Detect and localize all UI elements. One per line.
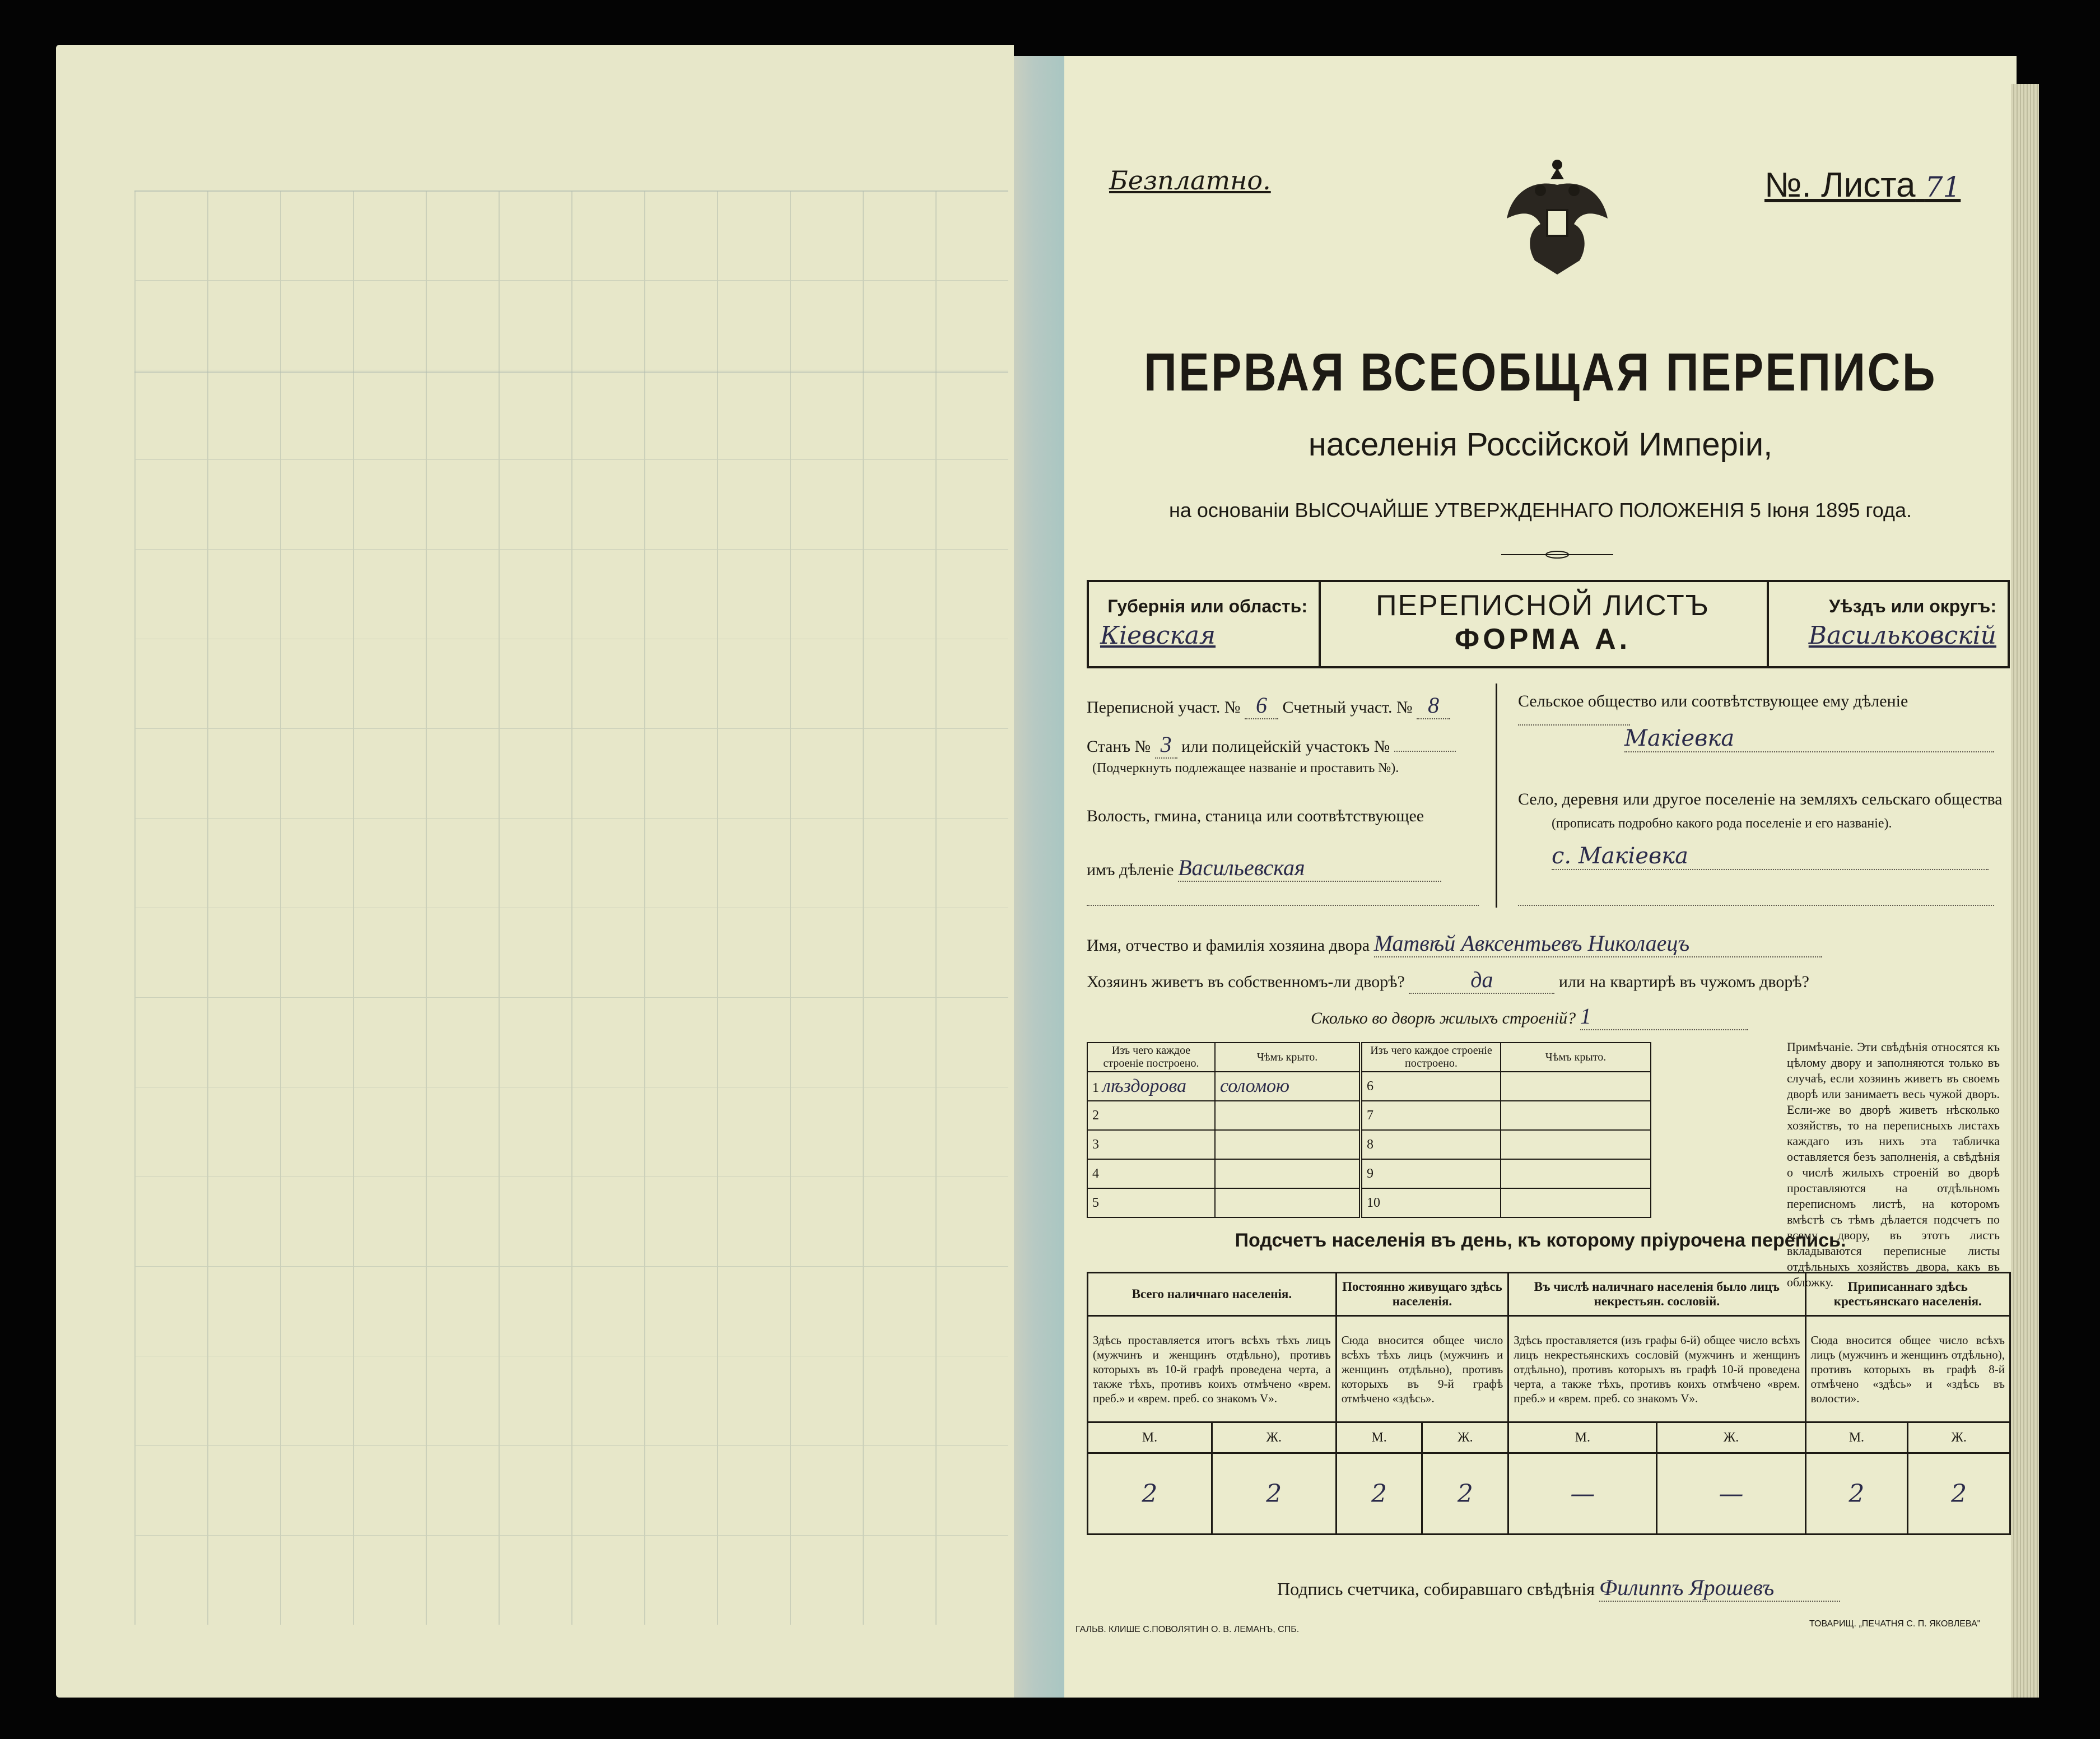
form-title-box bbox=[1319, 582, 1769, 666]
uezd-box bbox=[1767, 582, 2008, 666]
count-registered-m: 2 bbox=[1805, 1453, 1908, 1535]
village-label: Село, деревня или другое поселеніе на земляхъ сельскаго общества bbox=[1518, 790, 2003, 808]
fields-divider bbox=[1496, 683, 1497, 908]
signature-value: Филиппъ Ярошевъ bbox=[1599, 1574, 1840, 1602]
count-registered-f: 2 bbox=[1908, 1453, 2010, 1535]
left-page bbox=[56, 45, 1014, 1698]
build-row-n: 9 bbox=[1361, 1159, 1501, 1188]
society-label: Сельское общество или соотвѣтствующее ему дѣленіе bbox=[1518, 692, 1908, 710]
build-col-material: Изъ чего каждое строеніе построено. bbox=[1087, 1043, 1215, 1072]
region-boxes bbox=[1087, 580, 2010, 668]
build-row-n: 4 bbox=[1087, 1159, 1215, 1188]
owner-own-value: да bbox=[1409, 966, 1554, 994]
build-roof bbox=[1501, 1188, 1651, 1217]
count-total-m: 2 bbox=[1088, 1453, 1212, 1535]
volost-label2: имъ дѣленіе bbox=[1087, 861, 1174, 879]
page-stack-edge bbox=[2011, 84, 2039, 1698]
build-roof bbox=[1215, 1101, 1361, 1130]
build-roof bbox=[1501, 1101, 1651, 1130]
build-col-roof: Чѣмъ крыто. bbox=[1215, 1043, 1361, 1072]
open-ledger bbox=[56, 34, 2039, 1703]
stan-field bbox=[1087, 731, 1456, 759]
count-permanent-m: 2 bbox=[1336, 1453, 1422, 1535]
build-roof bbox=[1215, 1159, 1361, 1188]
owner-name-field bbox=[1087, 930, 1822, 957]
build-row bbox=[1087, 1188, 1651, 1217]
stan-value: 3 bbox=[1155, 731, 1177, 759]
f-label: Ж. bbox=[1908, 1422, 2010, 1453]
m-label: М. bbox=[1088, 1422, 1212, 1453]
perepis-value: 6 bbox=[1245, 692, 1278, 719]
uezd-value: Васильковскій bbox=[1808, 621, 1996, 650]
signature-label: Подпись счетчика, собиравшаго свѣдѣнія bbox=[1277, 1579, 1595, 1599]
build-row-n: 10 bbox=[1361, 1188, 1501, 1217]
society-field bbox=[1518, 692, 2017, 730]
count-permanent-f: 2 bbox=[1422, 1453, 1508, 1535]
form-basis-line: на основаніи ВЫСОЧАЙШЕ УТВЕРЖДЕННАГО ПОЛОЖЕНІЯ 5 Іюня 1895 года. bbox=[1168, 499, 1912, 522]
build-roof bbox=[1501, 1072, 1651, 1101]
village-value: с. Макіевка bbox=[1552, 843, 1989, 870]
perepis-label: Переписной участ. № bbox=[1087, 698, 1241, 717]
buildings-label: Сколько во дворѣ жилыхъ строеній? bbox=[1311, 1009, 1576, 1027]
build-col-material-2: Изъ чего каждое строеніе построено. bbox=[1361, 1043, 1501, 1072]
volost-value: Васильевская bbox=[1178, 854, 1441, 882]
ornament-divider bbox=[1501, 549, 1613, 560]
census-form-page bbox=[1064, 56, 2017, 1698]
count-desc-total: Здѣсь проставляется итогъ всѣхъ тѣхъ лицъ (мужчинъ и женщинъ отдѣльно), противъ которыхъ въ 10-й графѣ проведена черта, а также тѣхъ, противъ коихъ отмѣчено «врем. преб.» и «врем. преб. со знакомъ V». bbox=[1088, 1316, 1337, 1422]
count-nonpeasant-m: — bbox=[1508, 1453, 1657, 1535]
sheet-label: №. Листа bbox=[1764, 166, 1916, 204]
volost-field bbox=[1087, 854, 1441, 882]
build-roof bbox=[1215, 1130, 1361, 1159]
build-roof bbox=[1501, 1130, 1651, 1159]
uezd-label: Уѣздъ или округъ: bbox=[1829, 596, 1996, 616]
faded-grid bbox=[134, 190, 1008, 1625]
buildings-value: 1 bbox=[1580, 1003, 1748, 1030]
count-desc-permanent: Сюда вносится общее число всѣхъ тѣхъ лицъ (мужчинъ и женщинъ отдѣльно), противъ которыхъ въ 9-й графѣ отмѣчено «здѣсь». bbox=[1336, 1316, 1508, 1422]
build-row-n: 8 bbox=[1361, 1130, 1501, 1159]
village-note: (прописать подробно какого рода поселеніе и его названіе). bbox=[1552, 816, 1892, 831]
m-label: М. bbox=[1508, 1422, 1657, 1453]
m-label: М. bbox=[1336, 1422, 1422, 1453]
perepis-field bbox=[1087, 692, 1450, 719]
build-col-roof-2: Чѣмъ крыто. bbox=[1501, 1043, 1651, 1072]
sheet-number-handwritten: 71 bbox=[1925, 171, 1961, 203]
build-row-n: 1 bbox=[1092, 1081, 1099, 1095]
volost-label: Волость, гмина, станица или соотвѣтствующее bbox=[1087, 807, 1424, 825]
build-row-n: 7 bbox=[1361, 1101, 1501, 1130]
build-roof bbox=[1215, 1188, 1361, 1217]
count-desc-registered: Сюда вносится общее число всѣхъ лицъ (мужчинъ и женщинъ отдѣльно), противъ которыхъ въ графѣ 8-й отмѣчено «здѣсь» и «здѣсь въ волости». bbox=[1805, 1316, 2010, 1422]
double-headed-eagle-emblem bbox=[1501, 157, 1613, 280]
buildings-field bbox=[1311, 1003, 1748, 1030]
build-row bbox=[1087, 1130, 1651, 1159]
build-row-n: 6 bbox=[1361, 1072, 1501, 1101]
faded-header-band bbox=[134, 190, 1008, 373]
owner-name-label: Имя, отчество и фамилія хозяина двора bbox=[1087, 936, 1370, 955]
society-value: Макіевка bbox=[1624, 726, 1994, 752]
village-extra-line bbox=[1518, 905, 1994, 906]
owner-rent-label: или на квартирѣ въ чужомъ дворѣ? bbox=[1558, 973, 1809, 991]
m-label: М. bbox=[1805, 1422, 1908, 1453]
stan-note: (Подчеркнуть подлежащее названіе и проставить №). bbox=[1092, 761, 1399, 775]
owner-own-label: Хозяинъ живетъ въ собственномъ-ли дворѣ? bbox=[1087, 973, 1405, 991]
build-row bbox=[1087, 1101, 1651, 1130]
count-nonpeasant-f: — bbox=[1657, 1453, 1805, 1535]
schet-label: Счетный участ. № bbox=[1282, 698, 1413, 717]
gubernia-box bbox=[1089, 582, 1321, 666]
count-head-total: Всего наличнаго населенія. bbox=[1088, 1273, 1337, 1316]
book-gutter bbox=[1014, 56, 1064, 1698]
population-count-table bbox=[1087, 1272, 2011, 1535]
form-main-title: ПЕРВАЯ ВСЕОБЩАЯ ПЕРЕПИСЬ bbox=[1144, 342, 1937, 402]
buildings-note: Примѣчаніе. Эти свѣдѣнія относятся къ цѣлому двору и заполняются только въ случаѣ, если хозяинъ живетъ въ своемъ дворѣ или занимаетъ весь чужой дворъ. Если-же во дворѣ живетъ нѣсколько хозяйствъ, то на переписныхъ листахъ каждаго изъ нихъ эта табличка оставляется безъ заполненія, а свѣдѣнія о числѣ жилыхъ строеній во дворѣ проставляются на отдѣльномъ переписномъ листѣ, на которомъ вмѣстѣ съ тѣмъ дѣлается подсчетъ по всему двору, въ этотъ листъ вкладываются переписные листы отдѣльныхъ хозяйствъ двора, какъ въ обложку. bbox=[1787, 1040, 2000, 1289]
count-head-registered: Приписаннаго здѣсь крестьянскаго населенія. bbox=[1805, 1273, 2010, 1316]
sheet-number bbox=[1764, 165, 1961, 205]
count-head-nonpeasant: Въ числѣ наличнаго населенія было лицъ некрестьян. сословій. bbox=[1508, 1273, 1805, 1316]
owner-own-field bbox=[1087, 966, 1809, 994]
build-roof: соломою bbox=[1215, 1072, 1361, 1101]
enumerator-signature bbox=[1277, 1574, 1840, 1602]
printer-imprint-left: ГАЛЬВ. КЛИШЕ С.ПОВОЛЯТИН О. В. ЛЕМАНЪ, СПБ. bbox=[1075, 1625, 1300, 1634]
gubernia-value: Кіевская bbox=[1100, 621, 1216, 650]
f-label: Ж. bbox=[1212, 1422, 1336, 1453]
volost-extra-line bbox=[1087, 905, 1479, 906]
build-row bbox=[1087, 1159, 1651, 1188]
build-row-n: 2 bbox=[1087, 1101, 1215, 1130]
count-head-permanent: Постоянно живущаго здѣсь населенія. bbox=[1336, 1273, 1508, 1316]
build-row-n: 3 bbox=[1087, 1130, 1215, 1159]
build-material: лѣздорова bbox=[1102, 1076, 1187, 1096]
printer-imprint-right: ТОВАРИЩ. „ПЕЧАТНЯ С. П. ЯКОВЛЕВА" bbox=[1809, 1619, 1981, 1629]
form-name: ФОРМА А. bbox=[1454, 623, 1631, 655]
form-subtitle: населенія Россійской Имперіи, bbox=[1308, 426, 1773, 463]
police-label: или полицейскій участокъ № bbox=[1181, 737, 1390, 756]
free-label: Безплатно. bbox=[1109, 165, 1271, 196]
f-label: Ж. bbox=[1422, 1422, 1508, 1453]
count-title: Подсчетъ населенія въ день, къ которому пріурочена перепись. bbox=[1235, 1230, 1846, 1251]
schet-value: 8 bbox=[1417, 692, 1450, 719]
gubernia-label: Губернія или область: bbox=[1107, 596, 1307, 616]
form-sheet-title: ПЕРЕПИСНОЙ ЛИСТЪ bbox=[1376, 589, 1710, 622]
owner-name-value: Матвѣй Авксентьевъ Николаецъ bbox=[1374, 930, 1822, 957]
stan-label: Станъ № bbox=[1087, 737, 1151, 756]
build-roof bbox=[1501, 1159, 1651, 1188]
count-total-f: 2 bbox=[1212, 1453, 1336, 1535]
build-row-n: 5 bbox=[1087, 1188, 1215, 1217]
f-label: Ж. bbox=[1657, 1422, 1805, 1453]
buildings-table bbox=[1087, 1042, 1651, 1218]
count-desc-nonpeasant: Здѣсь проставляется (изъ графы 6-й) общее число всѣхъ лицъ некрестьянскихъ сословій (мужчинъ и женщинъ отдѣльно), противъ которыхъ въ графѣ 10-й проведена черта, а также тѣхъ, противъ коихъ отмѣчено «врем. преб.» и «врем. преб. со знакомъ V». bbox=[1508, 1316, 1805, 1422]
build-row bbox=[1087, 1072, 1651, 1101]
